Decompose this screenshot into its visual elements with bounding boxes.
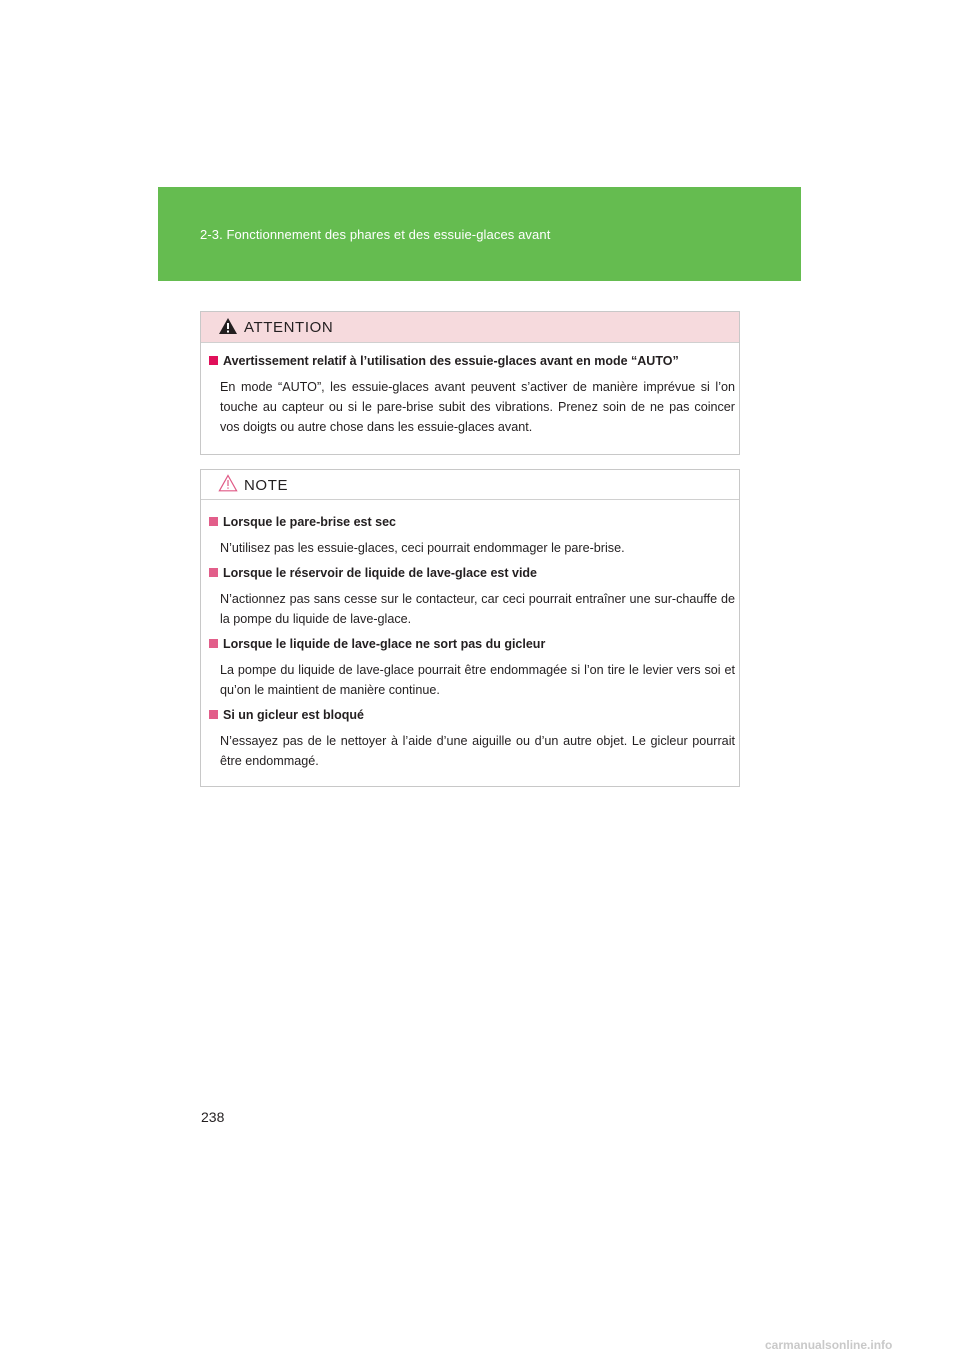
square-bullet-icon — [209, 356, 218, 365]
attention-box — [200, 311, 740, 455]
note-section-text: N’essayez pas de le nettoyer à l’aide d’une aiguille ou d’un autre objet. Le gicleur pourrait être endommagé. — [220, 734, 735, 768]
note-box — [200, 469, 740, 787]
attention-section-text: En mode “AUTO”, les essuie-glaces avant peuvent s’activer de manière imprévue si l’on touche au capteur ou si le pare-brise subit des vibrations. Prenez soin de ne pas coincer vos doigts ou autre chose dans les essuie-glaces avant. — [220, 380, 735, 434]
note-section-text: N’utilisez pas les essuie-glaces, ceci pourrait endommager le pare-brise. — [220, 541, 625, 555]
attention-header — [201, 312, 739, 343]
note-section-title: Lorsque le pare-brise est sec — [209, 515, 396, 529]
caution-triangle-icon — [218, 474, 238, 492]
note-section-text: La pompe du liquide de lave-glace pourrait être endommagée si l’on tire le levier vers soi et qu’on le maintient de manière continue. — [220, 663, 735, 697]
note-section-title: Lorsque le liquide de lave-glace ne sort pas du gicleur — [209, 637, 545, 651]
page-number: 238 — [201, 1109, 225, 1125]
note-section-text: N’actionnez pas sans cesse sur le contacteur, car ceci pourrait entraîner une sur-chauffe de la pompe du liquide de lave-glace. — [220, 592, 735, 626]
square-bullet-icon — [209, 517, 218, 526]
note-label: NOTE — [244, 477, 289, 494]
note-section-title: Si un gicleur est bloqué — [209, 708, 364, 722]
attention-section-title: Avertissement relatif à l’utilisation des essuie-glaces avant en mode “AUTO” — [209, 354, 679, 368]
note-header — [201, 470, 739, 500]
watermark: carmanualsonline.info — [765, 1338, 893, 1352]
square-bullet-icon — [209, 568, 218, 577]
chapter-title: 2-3. Fonctionnement des phares et des essuie-glaces avant — [200, 227, 551, 242]
square-bullet-icon — [209, 710, 218, 719]
chapter-header-band — [158, 187, 801, 281]
square-bullet-icon — [209, 639, 218, 648]
note-section-title: Lorsque le réservoir de liquide de lave-glace est vide — [209, 566, 537, 580]
attention-label: ATTENTION — [244, 319, 334, 336]
warning-triangle-icon — [218, 317, 238, 335]
